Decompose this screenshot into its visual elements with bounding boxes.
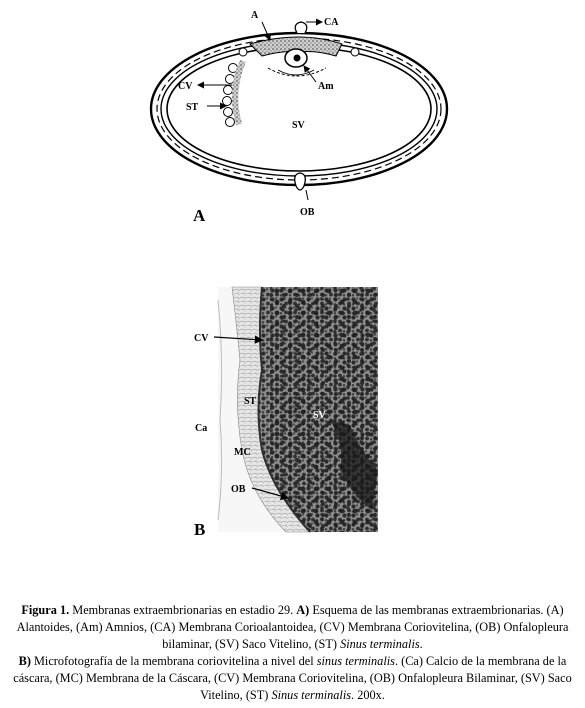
caption-b-text: Microfotografía de la membrana coriovitelina a nivel del [30,654,317,668]
caption-b-end: . 200x. [351,688,385,702]
b-label-cv: CV [194,333,209,344]
b-label-st: ST [244,396,257,407]
omphalopleure-loop [295,173,306,190]
embryo-eye [294,55,301,62]
chorioallantoic-loop [295,22,307,33]
figure-caption [10,602,575,704]
caption-a-italic: Sinus terminalis [340,637,420,651]
label-st: ST [186,102,199,113]
caption-a-end: . [419,637,423,651]
caption-b-text-2: . (Ca) Calcio de la membrana de la cáscara, (MC) Membrana de la Cáscara, (CV) Membrana Coriovitelina, (OB) Onfalopleura Bilaminar, (SV) Saco Vitelino, (ST) [13,654,572,702]
b-label-mc: MC [234,447,251,458]
panel-b-micrograph [194,287,378,539]
label-ca: CA [324,17,339,28]
panel-a-schematic [151,10,447,225]
label-cv: CV [178,81,193,92]
caption-b-label: B) [18,654,31,668]
label-ob: OB [300,207,315,218]
b-label-ob: OB [231,484,246,495]
caption-a-label: A) [296,603,310,617]
caption-figure-label: Figura 1. [21,603,70,617]
caption-intro: Membranas extraembrionarias en estadio 29. [69,603,297,617]
arrow-ob [306,190,308,200]
label-am: Am [318,81,334,92]
label-sv: SV [292,120,305,131]
panel-a-letter: A [193,206,206,225]
caption-a-text: Esquema de las membranas extraembrionarias. (A) Alantoides, (Am) Amnios, (CA) Membrana Corioalantoidea, (CV) Membrana Coriovitelina, (OB) Onfalopleura bilaminar, (SV) Saco Vitelino, (ST) [16,603,569,651]
label-a: A [251,10,259,21]
panel-b-letter: B [194,520,206,539]
caption-b-italic-2: Sinus terminalis [271,688,352,702]
b-label-ca: Ca [195,423,208,434]
b-label-sv: SV [313,410,326,421]
arrow-a [262,22,270,40]
caption-b-italic-1: sinus terminalis [316,654,395,668]
